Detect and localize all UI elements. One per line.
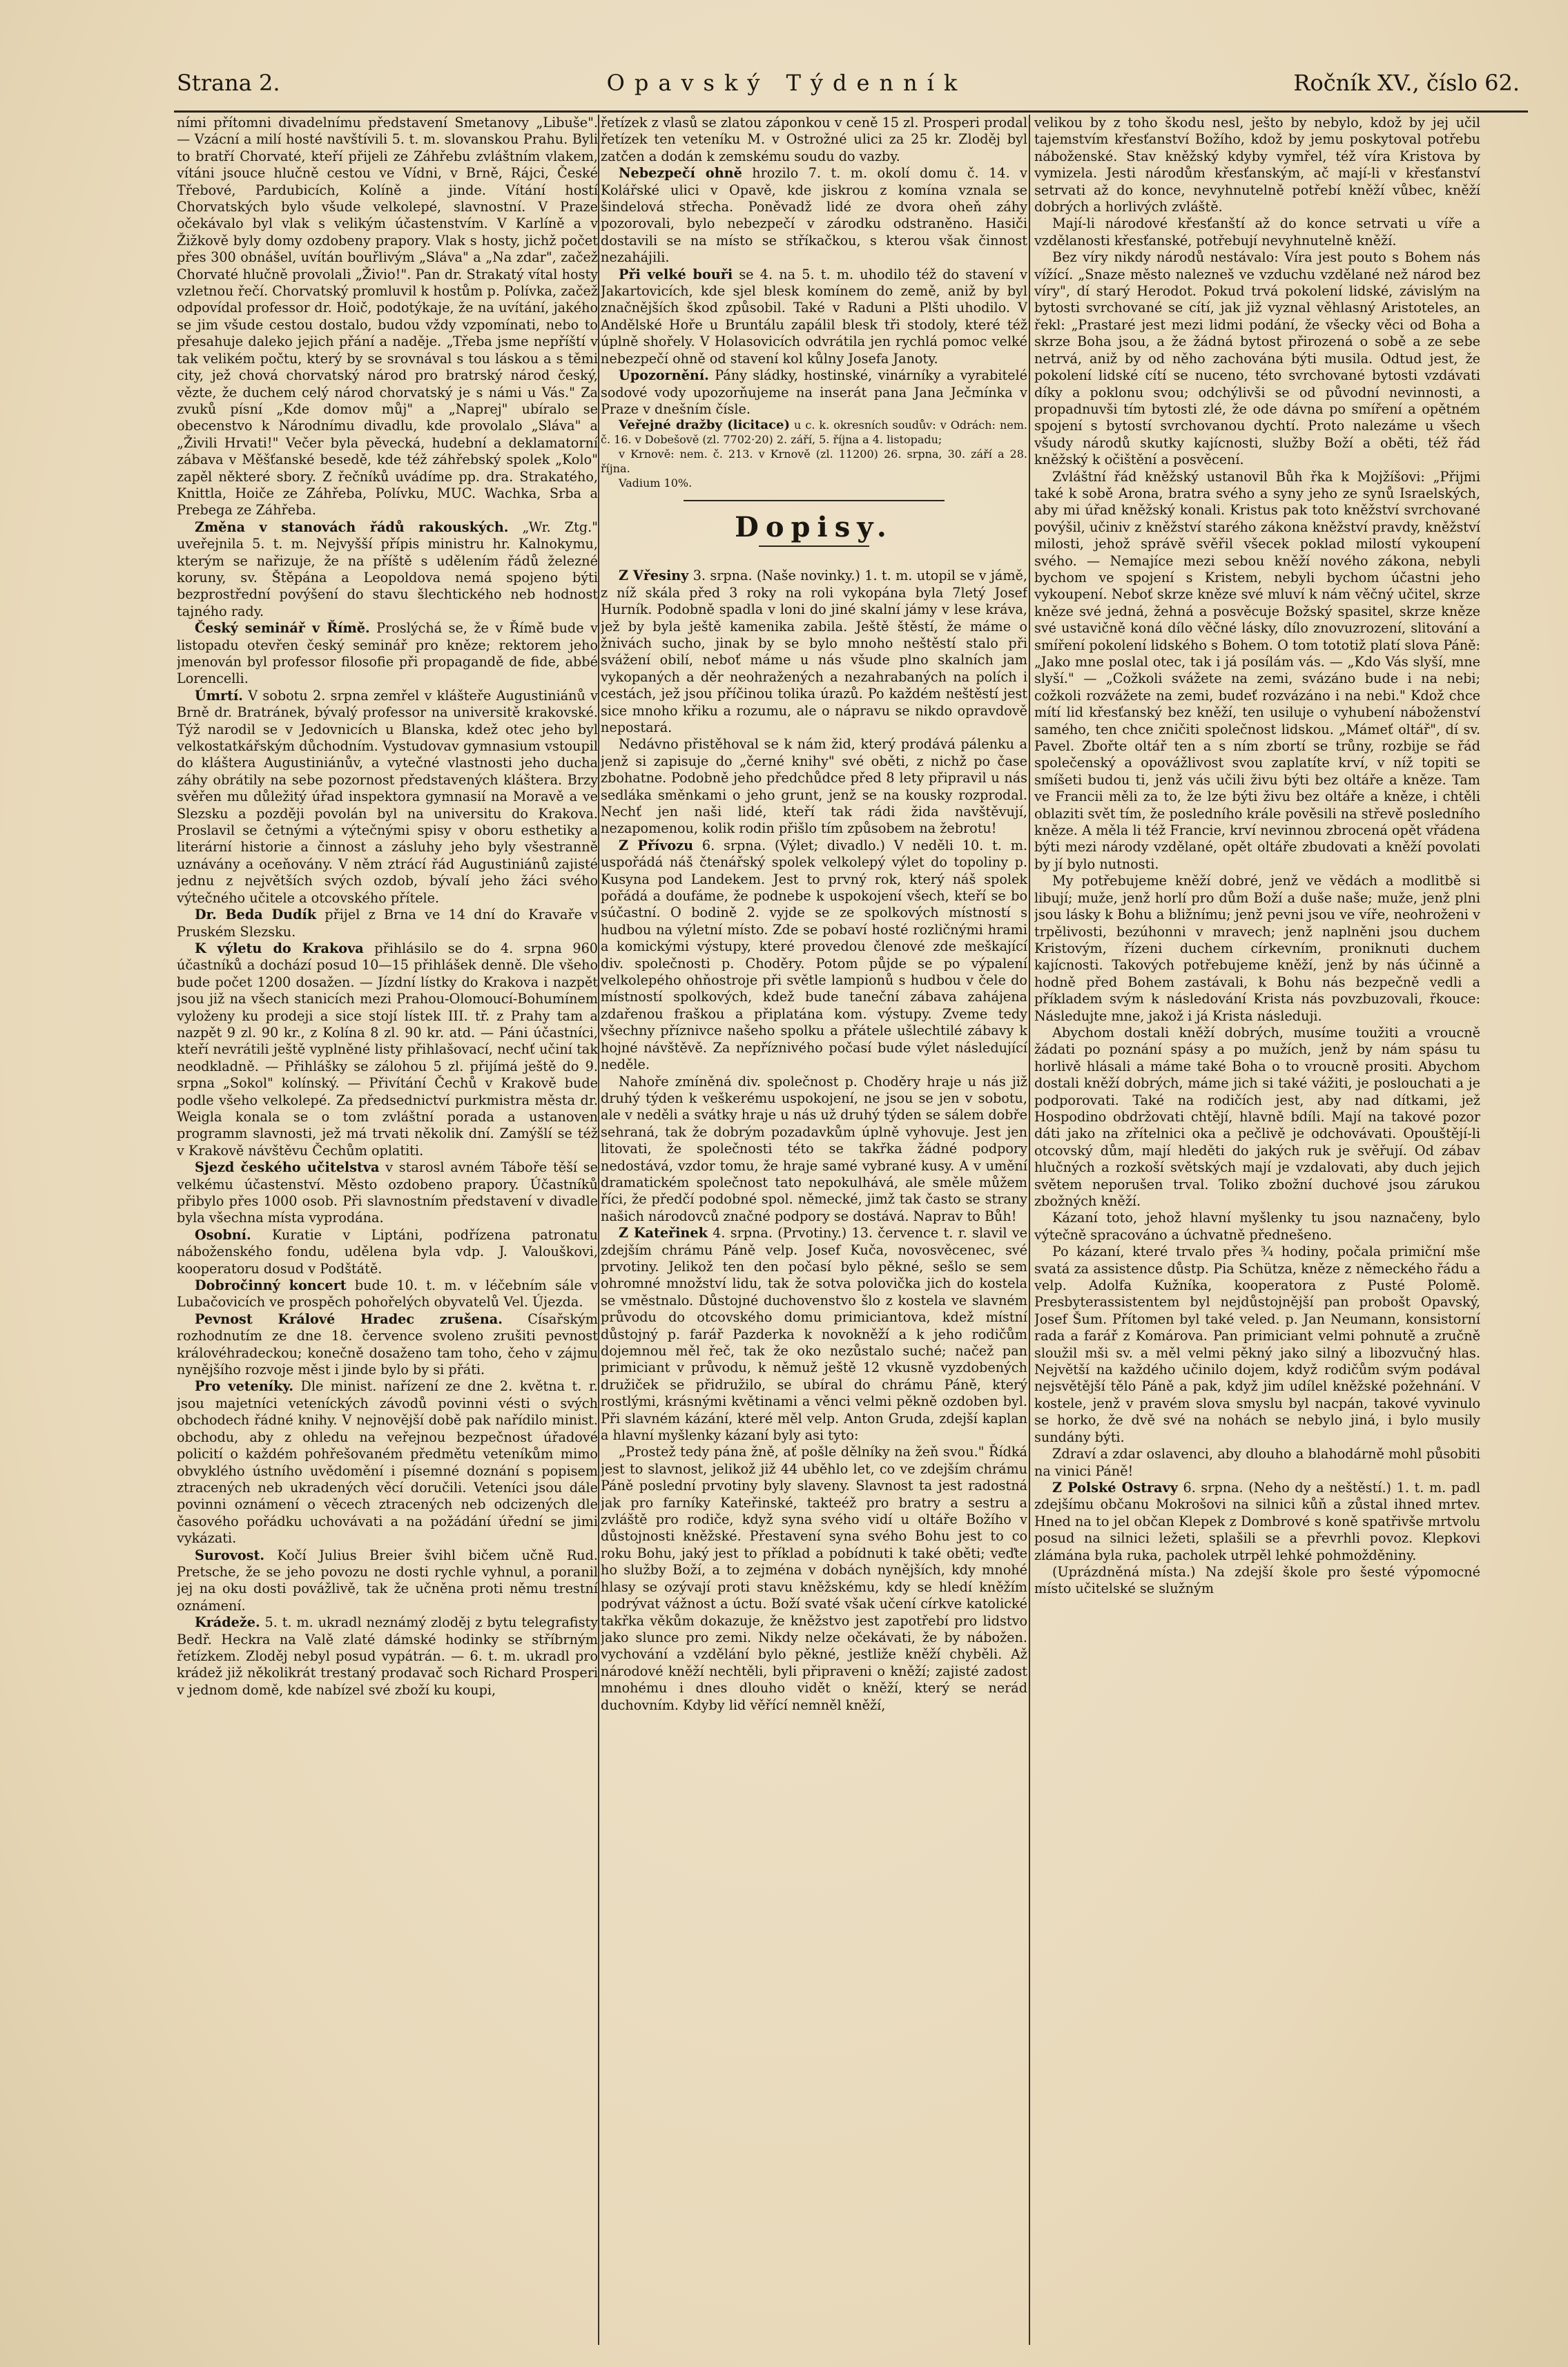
article-text: velikou by z toho škodu nesl, ješto by nebylo, kdož by jej učil tajemstvím křesťanství Božího, kdož by jemu poskytoval potřebu náboženské. Stav kněžský kdyby vymřel, též víra Kristova by vymizela. Jesti národům křesťanským, ač mají-li v křesťanství setrvati až do konce, nevyhnutelně potřebí kněží vůbec, kněží dobrých a horlivých zvláště.: [1034, 115, 1480, 215]
article-paragraph: [601, 736, 1027, 837]
article-headline: Sjezd českého učitelstva: [195, 1159, 380, 1176]
article-text: Císařským rozhodnutím ze dne 18. července svoleno zrušiti pevnost královéhradeckou; konečně dosaženo tam toho, čeho v zájmu nynějšího rozvoje měst i jinde bylo by si přáti.: [177, 1311, 598, 1378]
article-paragraph: [601, 838, 1027, 1074]
article-paragraph: [601, 1074, 1027, 1226]
article-text: Zdraví a zdar oslavenci, aby dlouho a blahodárně mohl působiti na vinici Páně!: [1034, 1446, 1480, 1479]
section-rule: [684, 500, 945, 501]
article-text: Bez víry nikdy národů nestávalo: Víra jest pouto s Bohem nás vížící. „Snaze město nalezneš ve vzduchu vzdělané než národ bez víry", dí starý Herodot. Pokud trvá pokolení lidské, závislým na bytosti svrchované se cítí, jak již vyznal věhlasný Aristoteles, an řekl: „Prastaré jest mezi lidmi podání, že všecky věci od Boha a skrze Boha jsou, a že žádná bytost přirozená o sobě a ze sebe netrvá, aniž by od něho zachována býti musila. Odtud jest, že pokolení lidské cítí se nuceno, této svrchované bytosti vzdávati díky a poklonu svou; odchýlivši se od původní nevinnosti, a propadnuvši tím bytosti zlé, že ode dávna po smíření a opětném spojení s bytostí svrchovanou dychtí. Proto nalezáme u všech všudy národů skutky kajícnosti, služby Boží a oběti, též řád kněžský k očištění a posvěcení.: [1034, 249, 1480, 468]
auction-line: u c. k. okresních soudův: v Odrách: nem. č. 16. v Dobešově (zl. 7702·20) 2. září, 5. října a 4. listopadu;: [601, 418, 1027, 447]
article-headline: Změna v stanovách řádů rakouských.: [195, 519, 509, 535]
article-paragraph: [601, 1225, 1027, 1444]
article-text: přijel z Brna ve 14 dní do Kravaře v Pruském Slezsku.: [177, 907, 598, 940]
article-headline: Český seminář v Římě.: [195, 620, 370, 637]
article-text: Proslýchá se, že v Římě bude v listopadu otevřen český seminář pro kněze; rektorem jeho jmenován byl professor filosofie při propagandě de fide, abbé Lorencelli.: [177, 620, 598, 687]
article-text: v starosl avném Táboře těší se velkému účastenství. Město ozdobeno prapory. Účastníků přibylo přes 1000 osob. Při slavnostním představení v divadle byla všechna místa vyprodána.: [177, 1159, 598, 1226]
article-paragraph: [177, 1547, 598, 1615]
header-rule: [174, 110, 1528, 113]
article-paragraph: [177, 519, 598, 620]
column-divider: [1029, 115, 1030, 2345]
article-headline: Pro veteníky.: [195, 1378, 294, 1395]
article-paragraph: [177, 688, 598, 907]
article-text: bude 10. t. m. v léčebním sále v Lubačovicích ve prospěch pohořelých obyvatelů Vel. Újezda.: [177, 1277, 598, 1311]
article-paragraph: [177, 115, 598, 519]
article-headline: Z Přívozu: [619, 837, 694, 853]
article-headline: Osobní.: [195, 1226, 251, 1243]
article-paragraph: [601, 367, 1027, 418]
article-text: přihlásilo se do 4. srpna 960 účastníků a dochází posud 10—15 přihlášek denně. Dle všeho bude počet 1200 dosažen. — Jízdní lístky do Krakova i nazpět jsou již na všech stanicích mezi Prahou-Olomoucí-Bohumínem vyloženy ku prodeji a sice stojí lístek III. tř. z Prahy tam a nazpět 9 zl. 90 kr., z Kolína 8 zl. 90 kr. atd. — Páni účastníci, kteří nevrátili ještě vyplněné listy přihlašovací, nechť učiní tak neodkladně. — Přihlášky se zálohou 5 zl. přijímá ještě do 9. srpna „Sokol" kolínský. — Přivítání Čechů v Krakově bude podle všeho velkolepé. Za předsednictví purkmistra města dr. Weigla konala se o tom zvláštní porada a ustanoven programm slavnosti, jež má trvati několik dní. Zamýšlí se též v Krakově návštěvu Čechům oplatiti.: [177, 940, 598, 1159]
article-headline: Upozornění.: [619, 367, 709, 384]
article-paragraph: [1034, 1480, 1480, 1564]
article-text: 3. srpna. (Naše novinky.) 1. t. m. utopil se v jámě, z níž skála před 3 roky na roli vykopána byla 7letý Josef Hurník. Podobně spadla v loni do jiné skalní jámy v lese kráva, jež by byla ještě kamenika zabila. Ještě štěstí, že máme o žnivách sucho, jinak by se bylo mnoho neštěstí stalo při svážení obilí, neboť máme u nás všude plno skalních jam vykopaných a děr neohražených a nezahrabaných na polích i cestách, jež jsou příčinou tolika úrazů. Po každém neštěstí jest sice mnoho křiku a rozumu, ale o nápravu se nikdo opravdově nepostará.: [601, 568, 1027, 735]
article-text: (Uprázdněná místa.) Na zdejší škole pro šesté výpomocné místo učitelské se služným: [1034, 1563, 1480, 1597]
column-3: [1034, 115, 1480, 2338]
article-text: 6. srpna. (Výlet; divadlo.) V neděli 10. t. m. uspořádá náš čtenářský spolek velkolepý výlet do topoliny p. Kusyna pod Landekem. Jest to prvný rok, který náš spolek pořádá a doufáme, že podnebe k uspokojení všech, kteří se bo súčastní. O bodině 2. vyjde se ze spolkových místností s hudbou na výletní místo. Zde se pobaví hosté rozličnými hrami a komickými výstupy, které provedou členové zde meškající div. společnosti p. Choděry. Potom půjde se po výpalení velkolepého ohňostroje při světle lampionů s hudbou v čele do místností spolkových, kdež bude taneční zábava zahájena zdařenou fraškou a připlatána kom. výstupy. Zveme tedy všechny příznivce našeho spolku a přátele ušlechtilé zábavy k hojné návštěvě. Za nepříznivého počasí bude výlet následující neděle.: [601, 837, 1027, 1073]
article-text: Zvláštní řád kněžský ustanovil Bůh řka k Mojžíšovi: „Přijmi také k sobě Arona, bratra svého a syny jeho ze synů Israelských, aby mi úřad kněžský konali. Kristus pak toto kněžství svrchované povýšil, učiniv z kněžství starého zákona kněžství pravdy, kněžství milosti, jehož správě svěřil všecek poklad milostí vykoupení svého. — Nemajíce mezi sebou kněží nového zákona, nebyli bychom ve spojení s Kristem, nebyli bychom účastni jeho vykoupení. Neboť skrze kněze své mluví k nám věčný učitel, skrze kněze své jedná, žehná a posvěcuje Božský spasitel, skrze kněze své ustavičně koná dílo věčné lásky, dílo znovuzrození, slitování a smíření pokolení lidského s Bohem. O tom tototiž platí slova Páně: „Jako mne poslal otec, tak i já posílám vás. — „Kdo Vás slyší, mne slyší." — „Cožkoli svážete na zemi, svázáno bude i na nebi; cožkoli rozvážete na zemi, budeť rozvázáno i na nebi." Kdož chce mítí lid křesťanský bez kněží, ten usiluje o vyhubení náboženství samého, ten chce zničiti společnost lidskou. „Mámeť oltář", dí sv. Pavel. Zbořte oltář ten a s ním zbortí se trůny, rozbije se řád společenský a opovážlivost svou zaplatíte krví, v níž topiti se smíšeti budou ti, jenž vás učili živu býti bez oltáře a kněze. Tam ve Francii měli za to, že lze býti živu bez oltáře a kněze, i chtěli oblaziti svět tím, že posledního krále pověsili na střevě posledního kněze. A měla li též Francie, krví nevinnou zbrocená opět vřádena býti mezi národy vzdělané, opět oltáře zbudovati a kněží povolati by jí bylo nutnosti.: [1034, 468, 1480, 872]
article-headline: Nebezpečí ohně: [619, 165, 742, 182]
article-paragraph: [1034, 215, 1480, 249]
column-2: [601, 115, 1027, 2338]
column-1: [177, 115, 598, 2338]
article-text: hrozilo 7. t. m. okolí domu č. 14. v Kolářské ulici v Opavě, kde jiskrou z komína vznala se šindelová střecha. Poněvadž lidé ze dvora oheň záhy pozorovali, bylo nebezpečí v zárodku odstraněno. Hasiči dostavili se na místo se stříkačkou, s kterou však činnost nezahájili.: [601, 165, 1027, 266]
article-text: Kázaní toto, jehož hlavní myšlenky tu jsou naznačeny, bylo výtečně spracováno a úchvatně přednešeno.: [1034, 1210, 1480, 1243]
article-paragraph: [601, 165, 1027, 266]
article-text: Kuratie v Liptáni, podřízena patronatu náboženského fondu, udělena byla vdp. J. Valouškovi, kooperatoru dosud v Podštátě.: [177, 1226, 598, 1277]
article-text: 4. srpna. (Prvotiny.) 13. července t. r. slavil ve zdejším chrámu Páně velp. Josef Kuča, novosvěcenec, své prvotiny. Jelikož ten den počasí bylo pěkné, sešlo se sem ohromné množství lidu, tak že sotva polovička jich do kostela se vměstnalo. Důstojné duchovenstvo šlo z kostela ve slavném průvodu do otcovského domu primiciantova, kdež místní důstojný p. farář Pazderka k novokněží a k jeho rodičům dojemnou měl řeč, tak že oko nezůstalo suché; načež pan primiciant v průvodu, k němuž ještě 12 vkusně vyzdobených družiček se přidružilo, se ubíral do chrámu Páně, který rostlými, krásnými květinami a věnci velmi pěkně ozdoben byl. Při slavném kázání, které měl velp. Anton Gruda, zdejší kaplan a hlavní myšlenky kázaní byly asi tyto:: [601, 1225, 1027, 1444]
article-paragraph: [1034, 873, 1480, 1025]
article-headline: Dobročinný koncert: [195, 1277, 347, 1294]
article-paragraph: [177, 620, 598, 688]
article-headline: Dr. Beda Dudík: [195, 907, 317, 923]
auction-notice: [601, 418, 1027, 490]
article-paragraph: [1034, 1244, 1480, 1446]
article-text: řetízek z vlasů se zlatou záponkou v ceně 15 zl. Prosperi prodal řetízek ten veteníku M. v Ostrožné ulici za 25 kr. Zloděj byl zatčen a dodán k zemskému soudu do vazby.: [601, 115, 1027, 164]
heading-underline: [759, 545, 869, 547]
article-text: Mají-li národové křesťanští až do konce setrvati u víře a vzdělanosti křesťanské, potřebují nevyhnutelně kněží.: [1034, 215, 1480, 249]
page-header: [177, 64, 1520, 102]
article-paragraph: [177, 940, 598, 1159]
article-paragraph: [177, 1277, 598, 1311]
column-divider: [598, 115, 599, 2345]
auction-line: v Krnově: nem. č. 213. v Krnově (zl. 11200) 26. srpna, 30. září a 28. října.: [601, 447, 1027, 476]
auction-title: Veřejné dražby (licitace): [619, 418, 791, 433]
article-headline: Při velké bouři: [619, 266, 733, 282]
article-paragraph: [177, 907, 598, 940]
article-text: Kočí Julius Breier švihl bičem učně Rud. Pretsche, že se jeho povozu ne dosti rychle vyhnul, a poranil jej na oku dosti povážlivě, tak že učněna proti němu trestní oznámení.: [177, 1547, 598, 1614]
article-headline: K výletu do Krakova: [195, 940, 364, 956]
volume-issue: Ročník XV., číslo 62.: [1293, 70, 1520, 96]
auction-line: Vadium 10%.: [619, 476, 693, 490]
article-text: „Wr. Ztg." uveřejnila 5. t. m. Nejvyšší přípis ministru hr. Kalnokymu, kterým se nařizuje, že na příště s udělením řádů železné koruny, sv. Štěpána a Leopoldova nemá spojeno býti bezprostřední povýšení do stavu šlechtického neb hodnost tajného rady.: [177, 519, 598, 619]
section-heading-dopisy: [601, 510, 1027, 547]
article-headline: Z Polské Ostravy: [1052, 1479, 1178, 1496]
page-number: Strana 2.: [177, 70, 280, 96]
article-text: 6. srpna. (Neho dy a neštěstí.) 1. t. m. padl zdejšímu občanu Mokrošovi na silnici kůň a zůstal ihned mrtev. Hned na to jel občan Klepek z Dombrové s koně spatřivše mrtvolu posud na silnici ležeti, splašili se a převrhli povoz. Klepkovi zlámána byla ruka, pacholek utrpěl lehké pohmožděniny.: [1034, 1479, 1480, 1563]
article-headline: Pevnost Králové Hradec zrušena.: [195, 1311, 503, 1327]
article-paragraph: [1034, 115, 1480, 215]
article-text: se 4. na 5. t. m. uhodilo též do stavení v Jakartovicích, kde sjel blesk komínem do země, aniž by byl značnějších škod způsobil. Také v Raduni a Plšti uhodilo. V Andělské Hoře u Bruntálu zapálil blesk tři stodoly, které též úplně shořely. V Holasovicích odvrátila jen rychlá pomoc velké nebezpečí ohně od stavení kol kůlny Josefa Janoty.: [601, 266, 1027, 367]
article-paragraph: [601, 1444, 1027, 1714]
dopisy-title: Dopisy.: [735, 511, 893, 544]
article-headline: Surovost.: [195, 1547, 265, 1563]
article-paragraph: [177, 1159, 598, 1227]
article-headline: Z Vřesiny: [619, 568, 689, 584]
article-paragraph: [177, 1311, 598, 1379]
article-text: Dle minist. nařízení ze dne 2. května t. r. jsou majetníci veteníckých závodů povinni vésti o svých obchodech řádné knihy. V nejnovější době pak nařídilo minist. obchodu, aby z ohledu na veřejnou bezpečnost úřadové policití o každém pohřešovaném předmětu veteníkům mimo obvyklého ústního uvědomění i písemné doznání s popisem ztracených neb ukradených věcí doručili. Veteníci jsou dále povinni oznámení o věcech ztracených neb odcizených dle časového pořádku uchovávati a na požádání úřední se jimi vykázati.: [177, 1378, 598, 1547]
article-paragraph: [1034, 1210, 1480, 1244]
article-paragraph: [1034, 1564, 1480, 1598]
article-text: Po kázaní, které trvalo přes ¾ hodiny, počala primiční mše svatá za assistence důstp. Pia Schütza, kněze z německého řádu a velp. Adolfa Kužníka, kooperatora z Pusté Polomě. Presbyterassistentem byl nejdůstojnější pan probošt Opavský, Josef Šum. Přítomen byl také veled. p. Jan Neumann, konsistorní rada a farář z Komárova. Pan primiciant velmi pohnutě a zručně sloužil mši sv. a měl velmi pěkný jako silný a libozvučný hlas. Největší na každého učinilo dojem, když rodičům svým podával nejsvětější tělo Páně a pak, když jim udílel kněžské požehnání. V kostele, jenž v pravém slova smyslu byl nacpán, takové vyvinulo se horko, že dvě své na nohách se nebylo jiná, i bylo musily sundány býti.: [1034, 1244, 1480, 1445]
article-text: Nedávno přistěhoval se k nám žid, který prodává pálenku a jenž si zapisuje do „černé knihy" své oběti, z nichž po čase zbohatne. Podobně jeho předchůdce před 8 lety připravil u nás sedláka směnkami o jeho grunt, jenž se na kousky rozprodal. Nechť jen naši lidé, kteří tak rádi žida navštěvují, nezapomenou, kolik rodin přišlo tím způsobem na žebrotu!: [601, 736, 1027, 837]
article-headline: Úmrtí.: [195, 687, 243, 704]
article-paragraph: [177, 1378, 598, 1547]
newspaper-title: Opavský Týdenník: [606, 70, 967, 96]
article-paragraph: [177, 1614, 598, 1699]
article-text: Pány sládky, hostinské, vinárníky a vyrabitelé sodové vody upozorňujeme na inserát pana Jana Ječmínka v Praze v dnešním čísle.: [601, 367, 1027, 417]
article-paragraph: [177, 1227, 598, 1277]
article-text: 5. t. m. ukradl neznámý zloděj z bytu telegrafisty Bedř. Heckra na Valě zlaté dámské hodinky se stříbrným řetízkem. Zloděj nebyl posud vypátrán. — 6. t. m. ukradl pro krádež již několikrát trestaný prodavač soch Richard Prosperi v jednom domě, kde nabízel své zboží ku koupi,: [177, 1614, 598, 1698]
article-text: ními přítomni divadelnímu představení Smetanovy „Libuše". — Vzácní a milí hosté navštívili 5. t. m. slovanskou Prahu. Byli to bratří Chorvaté, kteří přijeli ze Záhřebu zvláštním vlakem, vítáni jsouce hlučně cestou ve Vídni, v Brně, Rájci, České Třebové, Pardubicích, Kolíně a jinde. Vítání hostí Chorvatských bylo všude velkolepé, slavnostní. V Praze očekávalo byl vlak s velikým účastenstvím. V Karlíně a v Žižkově byly domy ozdobeny prapory. Vlak s hosty, jichž počet přes 300 obnášel, uvítán bouřlivým „Sláva" a „Na zdar", začež Chorvaté hlučně provolali „Živio!". Pan dr. Strakatý vítal hosty vzletnou řečí. Chorvatský promluvil k hostům p. Polívka, začež odpovídal professor dr. Hoič, podotýkaje, že na uvítání, jakého se jim všude cestou dostalo, budou vždy vzpomínati, nebo to přesahuje daleko jejich přání a naděje. „Třeba jsme nepříští v tak velikém počtu, který by se srovnával s tou láskou a s těmi city, jež chová chorvatský národ pro bratrský národ český, vězte, že duchem celý národ chorvatský je s námi u Vás." Za zvuků písní „Kde domov můj" a „Naprej" ubíralo se obecenstvo k Národnímu divadlu, kde provolalo „Sláva" a „Živili Hrvati!" Večer byla pěvecká, hudební a deklamatorní zábava v Měšťanské besedě, kde též záhřebský spolek „Kolo" zapěl některé sbory. Z řečníků uvádíme pp. dra. Strakatého, Knittla, Hoiče ze Záhřeba, Polívku, MUC. Wachka, Srba a Prebega ze Záhřeba.: [177, 115, 598, 519]
article-text: Nahoře zmíněná div. společnost p. Choděry hraje u nás již druhý týden k veškerému uspokojení, ne jsou se jen v sobotu, ale v neděli a svátky hraje u nás už druhý týden se sálem dobře sehraná, tak že dobrým pozadavkům úplně vyhovuje. Jest jen litovati, že společnosti této se takřka žádné podpory nedostává, vzdor tomu, že hraje samé vybrané kusy. A v umění dramatickém společnost tato nepokulhává, ale směle můžem říci, že předčí podobné spol. německé, jimž tak často se strany našich národovců značné podpory se dostává. Naprav to Bůh!: [601, 1073, 1027, 1224]
article-paragraph: [1034, 249, 1480, 468]
article-headline: Z Kateřinek: [619, 1225, 708, 1242]
article-paragraph: [1034, 1446, 1480, 1480]
article-paragraph: [601, 115, 1027, 165]
article-text: My potřebujeme kněží dobré, jenž ve vědách a modlitbě si libují; muže, jenž horlí pro dům Boží a duše naše; muže, jenž plni jsou lásky k Bohu a bližnímu; jenž pevni jsou ve víře, neohroženi v trpělivosti, bezúhonni v mravech; jenž naplněni jsou duchem Kristovým, řízeni duchem církevním, proniknuti duchem kajícnosti. Takových potřebujeme kněží, jenž by nás účinně a hodně před Bohem zastávali, k Bohu nás bezpečně vedli a příkladem svým k následování Krista nás povzbuzovali, řkouce: Následujte mne, jakož i já Krista následuji.: [1034, 873, 1480, 1024]
article-text: Abychom dostali kněží dobrých, musíme toužiti a vroucně žádati po poznání spásy a po mužích, jenž by nám spásu tu horlivě hlásali a máme také Boha o to vroucně prositi. Abychom dostali kněží dobrých, máme jich si také vážiti, je poslouchati a je podporovati. Také na rodičích jest, aby nad dítkami, jež Hospodino obdržovati chtějí, hlavně bdíli. Mají na takové pozor dáti jako na zřítelnici oka a pečlivě je odchovávati. Opouštějí-li otcovský dům, mají hleděti do jakých ruk je svěřují. Od zábav hlučných a rozkoší světských mají je vzdalovati, aby duch jejich světem neporušen trval. Toliko zbožní duchové jsou zárukou zbožných kněží.: [1034, 1024, 1480, 1209]
article-paragraph: [601, 568, 1027, 736]
article-paragraph: [1034, 469, 1480, 873]
article-headline: Krádeže.: [195, 1614, 260, 1631]
article-text: „Prostež tedy pána žně, ať pošle dělníky na žeň svou." Řídká jest to slavnost, jelikož již 44 uběhlo let, co ve zdejším chrámu Páně poslední prvotiny byly slaveny. Slavnost ta jest radostná jak pro farníky Kateřinské, takteéž pro bratry a sestru a zvláště pro rodiče, když syna svého vidí u oltáře Božího v důstojnosti kněžské. Přestavení syna svého Bohu jest to co roku Bohu, jaký jest to příklad a pobídnuti k také oběti; veďte ho služby Boží, a to zejména v dobách nynějších, kdy mnohé hlasy se ozývají proti stavu kněžskému, kdy se hledí kněžím podrývat vážnost a úctu. Boží svaté však učení církve katolické takřka věkům dokazuje, že kněžstvo jest zapotřebí pro lidstvo jako slunce pro zemi. Nikdy nelze očekávati, že by nábožen. vychování a vzdělání bylo pěkné, jestliže kněží chyběli. Až národové kněží nechtěli, byli připraveni o kněží; zajisté zadost mnohému i dnes dlouho vidět o kněží, který se nerád duchovním. Kdyby lid věřící nemněl kněží,: [601, 1444, 1027, 1713]
article-text: V sobotu 2. srpna zemřel v klášteře Augustiniánů v Brně dr. Bratránek, bývalý professor na universitě krakovské. Týž narodil se v Jedovnicích u Blanska, kdež otec jeho byl velkostatkářským důchodním. Vystudovav gymnasium vstoupil do kláštera Augustiniánův, a vytečné vlastnosti jeho ducha záhy obrátily na sebe pozornost představených kláštera. Brzy svěřen mu důležitý úřad inspektora gymnasií na Moravě a ve Slezsku a později povolán byl na universitu do Krakova. Proslavil se četnými a výtečnými spisy v oboru esthetiky a literární historie a činnost a zásluhy jeho byly všestranně uznávány a oceňovány. V něm ztrácí řád Augustiniánů zajisté jednu z největších svých ozdob, bývalí jeho žáci svého výtečného učitele a otcovského přítele.: [177, 687, 598, 906]
article-paragraph: [1034, 1025, 1480, 1210]
article-paragraph: [601, 267, 1027, 367]
